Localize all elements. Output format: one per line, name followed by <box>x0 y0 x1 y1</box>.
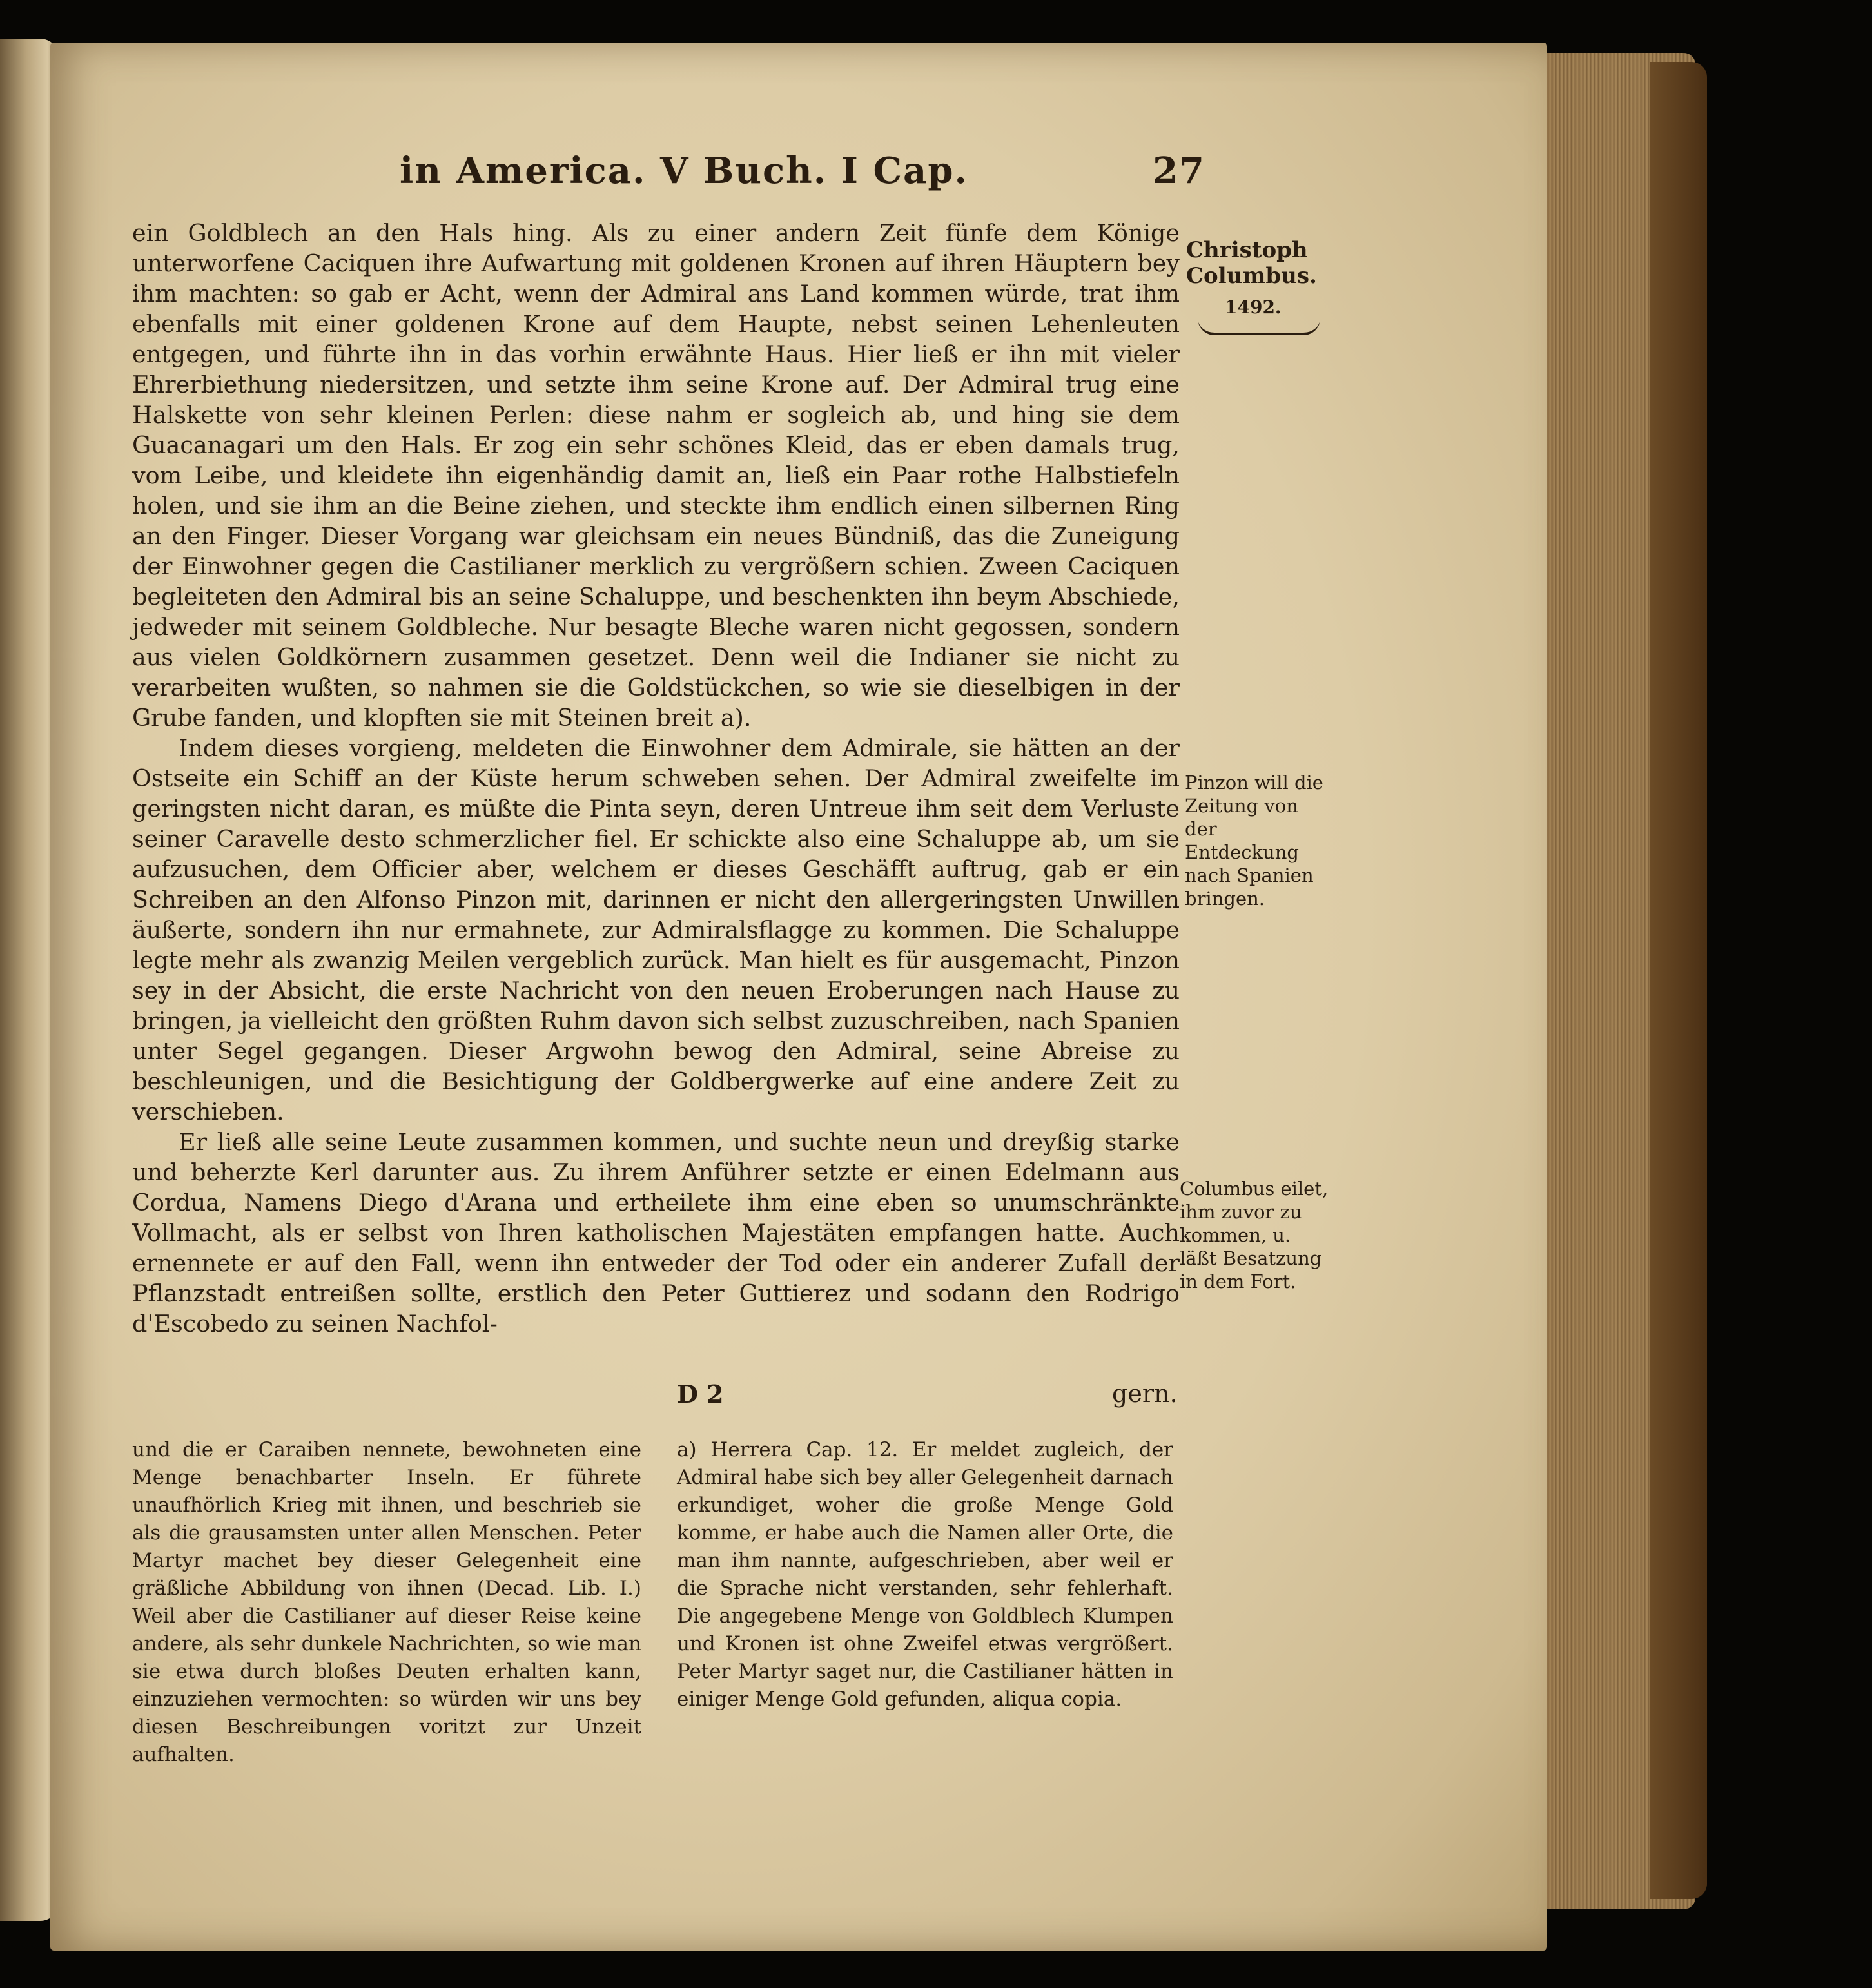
running-header <box>400 150 1205 201</box>
paragraph: Er ließ alle seine Leute zusammen kommen, und suchte neun und dreyßig starke und beherzte Kerl darunter aus. Zu ihrem Anführer setzte er einen Edelmann aus Cordua, Namens Diego d'Arana und ertheilete ihm eine eben so unumschränkte Vollmacht, als er selbst von Ihren katholischen Majestäten empfangen hatte. Auch ernennete er auf den Fall, wenn ihn entweder der Tod oder ein anderer Zufall der Pflanzstadt entreißen sollte, erstlich den Peter Guttierez und sodann den Rodrigo d'Escobedo zu seinen Nachfol- <box>132 1128 1180 1338</box>
footnote-left: und die er Caraiben nennete, bewohneten eine Menge benachbarter Inseln. Er führete unaufhörlich Krieg mit ihnen, und beschrieb sie als die grausamsten unter allen Menschen. Peter Martyr machet bey dieser Gelegenheit eine gräßliche Abbildung von ihnen (Decad. Lib. I.) Weil aber die Castilianer auf dieser Reise keine andere, als sehr dunkele Nachrichten, so wie man sie etwa durch bloßes Deuten erhalten kann, einzuziehen vermochten: so würden wir uns bey diesen Beschreibungen voritzt zur Unzeit aufhalten. <box>132 1438 641 1766</box>
catchword: gern. <box>1112 1379 1178 1408</box>
margin-year: 1492. <box>1225 297 1282 318</box>
margin-note-pinzon: Pinzon will die Zeitung von der Entdeckung nach Spanien bringen. <box>1185 772 1323 910</box>
margin-note-columbus: Christoph Columbus. <box>1186 237 1317 289</box>
paragraph: ein Goldblech an den Hals hing. Als zu einer andern Zeit fünfe dem Könige unterworfene Caciquen ihre Aufwartung mit goldenen Kronen auf ihren Häuptern bey ihm machten: so gab er Acht, wenn der Admiral ans Land kommen würde, trat ihm ebenfalls mit einer goldenen Krone auf dem Haupte, nebst seinen Lehenleuten entgegen, und führte ihn in das vorhin erwähnte Haus. Hier ließ er ihn mit vieler Ehrerbiethung niedersitzen, und setzte ihm seine Krone auf. Der Admiral trug eine Halskette von sehr kleinen Perlen: diese nahm er sogleich ab, und hing sie dem Guacanagari um den Hals. Er zog ein sehr schönes Kleid, das er eben damals trug, vom Leibe, und kleidete ihn eigenhändig damit an, ließ ein Paar rothe Halbstiefeln holen, und sie ihm an die Beine ziehen, und steckte ihm endlich einen silbernen Ring an den Finger. Dieser Vorgang war gleichsam ein neues Bündniß, das die Zuneigung der Einwohner gegen die Castilianer merklich zu vergrößern schien. Zween Caciquen begleiteten den Admiral bis an seine Schaluppe, und beschenkten ihn beym Abschiede, jedweder mit seinem Goldbleche. Nur besagte Bleche waren nicht gegossen, sondern aus vielen Goldkörnern zusammen gesetzet. Denn weil die Indianer sie nicht zu verarbeiten wußten, so nahmen sie die Goldstückchen, so wie sie dieselbigen in der Grube fanden, und klopften sie mit Steinen breit a). <box>132 219 1180 732</box>
signature-mark: D 2 <box>677 1379 724 1408</box>
main-text <box>132 218 1180 1339</box>
running-title: in America. V Buch. I Cap. <box>400 150 968 192</box>
paragraph: Indem dieses vorgieng, meldeten die Einwohner dem Admirale, sie hätten an der Ostseite ein Schiff an der Küste herum schweben sehen. Der Admiral zweifelte im geringsten nicht daran, es müßte die Pinta seyn, deren Untreue ihm seit dem Verluste seiner Caravelle desto schmerzlicher fiel. Er schickte also eine Schaluppe ab, um sie aufzusuchen, dem Officier aber, welchem er dieses Geschäfft auftrug, gab er ein Schreiben an den Alfonso Pinzon mit, darinnen er nicht den allergeringsten Unwillen äußerte, sondern ihn nur ermahnete, zur Admiralsflagge zu kommen. Die Schaluppe legte mehr als zwanzig Meilen vergeblich zurück. Man hielt es für ausgemacht, Pinzon sey in der Absicht, die erste Nachricht von den neuen Eroberungen nach Hause zu bringen, ja vielleicht den größten Ruhm davon sich selbst zuzuschreiben, nach Spanien unter Segel gegangen. Dieser Argwohn bewog den Admiral, seine Abreise zu beschleunigen, und die Besichtigung der Goldbergwerke auf eine andere Zeit zu verschieben. <box>132 734 1180 1126</box>
book-cover-edge <box>1650 62 1707 1899</box>
brace-ornament <box>1198 318 1320 335</box>
page-number: 27 <box>1153 150 1205 192</box>
footnote-right: a) Herrera Cap. 12. Er meldet zugleich, der Admiral habe sich bey aller Gelegenheit darnach erkundiget, woher die große Menge Gold komme, er habe auch die Namen aller Orte, die man ihm nannte, aufgeschrieben, aber weil er die Sprache nicht verstanden, sehr fehlerhaft. Die angegebene Menge von Goldblech Klumpen und Kronen ist ohne Zweifel etwas vergrößert. Peter Martyr saget nur, die Castilianer hätten in einiger Menge Gold gefunden, aliqua copia. <box>677 1438 1173 1711</box>
margin-note-columbus-eilet: Columbus eilet, ihm zuvor zu kommen, u. läßt Besatzung in dem Fort. <box>1180 1178 1329 1292</box>
